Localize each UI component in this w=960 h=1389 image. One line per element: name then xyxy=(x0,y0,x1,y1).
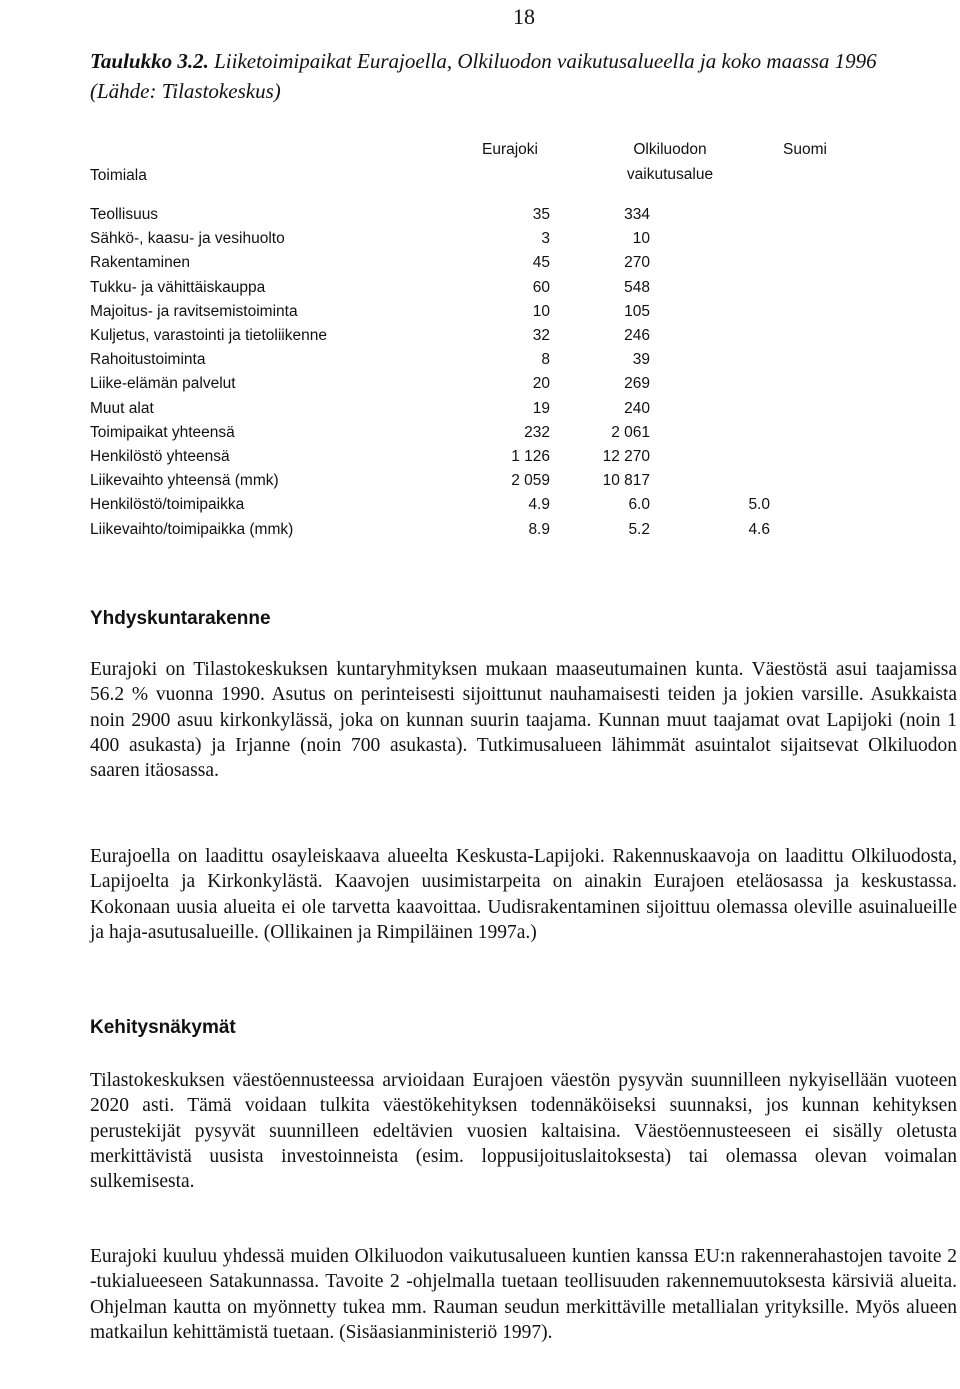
table-row-label: Tukku- ja vähittäiskauppa xyxy=(90,278,266,296)
table-cell: 2 061 xyxy=(611,423,650,441)
table-cell: 232 xyxy=(524,423,550,441)
table-row-label: Rahoitustoiminta xyxy=(90,351,206,369)
table-cell: 5.0 xyxy=(748,496,770,514)
table-cell: 10 xyxy=(532,302,550,320)
stats-table xyxy=(90,140,850,550)
table-row-label: Kuljetus, varastointi ja tietoliikenne xyxy=(90,327,327,344)
caption-label: Taulukko 3.2. xyxy=(90,49,209,73)
section-heading: Kehitysnäkymät xyxy=(90,1017,236,1038)
paragraph: Eurajoki on Tilastokeskuksen kuntaryhmityksen mukaan maaseutumainen kunta. Väestöstä asui taajamissa 56.2 % vuonna 1990. Asutus on perinteisesti sijoittunut nauhamaisesti teiden ja jokien varsille. Asukkaista noin 2900 asuu kirkonkylässä, joka on kunnan suurin taajama. Kunnan muut taajamat ovat Lapijoki (noin 1 400 asukasta) ja Irjanne (noin 700 asukasta). Tutkimusalueen lähimmät asuintalot sijaitsevat Olkiluodon saaren itäosassa. xyxy=(90,659,957,782)
table-cell: 8 xyxy=(541,351,550,369)
table-cell: 60 xyxy=(532,278,550,296)
paragraph: Tilastokeskuksen väestöennusteessa arvioidaan Eurajoen väestön pysyvän suunnilleen nykyisellään vuoteen 2020 asti. Tämä voidaan tulkita väestökehityksen todennäköiseksi suunnaksi, jos kunnan kehityksen perustekijät pysyvät suunnilleen edeltävien vuosien kaltaisina. Väestöennusteeseen ei sisälly oletusta merkittävistä uusista investoinneista (esim. loppusijoituslaitoksesta) tai olemassa olevan voimalan sulkemisesta. xyxy=(90,1070,957,1193)
table-cell: 19 xyxy=(532,399,550,417)
table-row-label: Sähkö-, kaasu- ja vesihuolto xyxy=(90,230,285,248)
table-cell: 240 xyxy=(624,399,650,417)
table-cell: 20 xyxy=(532,375,550,393)
table-cell: 10 817 xyxy=(602,472,650,490)
table-cell: 39 xyxy=(632,351,650,369)
table-cell: 246 xyxy=(624,327,650,344)
caption-text: Liiketoimipaikat Eurajoella, Olkiluodon vaikutusalueella ja koko maassa 1996 (Lähde: Tilastokeskus) xyxy=(90,49,877,103)
table-cell: 10 xyxy=(632,230,650,248)
row-header-label: Toimiala xyxy=(90,167,147,184)
table-cell: 8.9 xyxy=(528,520,550,538)
table-cell: 270 xyxy=(624,254,650,272)
table-row-label: Muut alat xyxy=(90,399,154,417)
table-cell: 12 270 xyxy=(602,448,650,465)
table-row-label: Toimipaikat yhteensä xyxy=(90,423,235,441)
table-cell: 3 xyxy=(541,230,550,248)
table-cell: 32 xyxy=(532,327,550,344)
col-header-olkiluodon: Olkiluodon xyxy=(633,141,707,158)
table-cell: 4.9 xyxy=(528,496,550,514)
table-row-label: Liikevaihto yhteensä (mmk) xyxy=(90,472,279,490)
table-cell: 105 xyxy=(624,302,650,320)
col-header-suomi: Suomi xyxy=(783,141,827,158)
table-cell: 334 xyxy=(624,206,650,223)
table-row-label: Liikevaihto/toimipaikka (mmk) xyxy=(90,520,294,538)
table-row-label: Rakentaminen xyxy=(90,254,190,272)
table-caption xyxy=(90,46,930,106)
table-row-label: Henkilöstö yhteensä xyxy=(90,448,230,465)
table-cell: 269 xyxy=(624,375,650,393)
section-heading: Yhdyskuntarakenne xyxy=(90,608,271,629)
paragraph: Eurajoki kuuluu yhdessä muiden Olkiluodon vaikutusalueen kuntien kanssa EU:n rakennerahastojen tavoite 2 -tukialueeseen Satakunnassa. Tavoite 2 -ohjelmalla tuetaan teollisuuden rakennemuutoksesta kärsiviä alueita. Ohjelman kautta on myönnetty tukea mm. Rauman seudun merkittäville metallialan yrityksille. Myös alueen matkailun kehittämistä tuetaan. (Sisäasianministeriö 1997). xyxy=(90,1246,957,1343)
table-row-label: Majoitus- ja ravitsemistoiminta xyxy=(90,302,298,320)
paragraph: Eurajoella on laadittu osayleiskaava alueelta Keskusta-Lapijoki. Rakennuskaavoja on laadittu Olkiluodosta, Lapijoelta ja Kirkonkylästä. Kaavojen uusimistarpeita on ainakin Eurajoen eteläosassa ja keskustassa. Kokonaan uusia alueita ei ole tarvetta kaavoittaa. Uudisrakentaminen sijoittuu olemassa oleville asuinalueille ja haja-asutusalueille. (Ollikainen ja Rimpiläinen 1997a.) xyxy=(90,846,957,943)
col-header-olkiluodon-sub: vaikutusalue xyxy=(626,166,714,183)
table-row-label: Henkilöstö/toimipaikka xyxy=(90,496,245,514)
table-cell: 548 xyxy=(624,278,650,296)
table-cell: 6.0 xyxy=(628,496,650,514)
table-cell: 45 xyxy=(532,254,550,272)
page-number: 18 xyxy=(513,4,535,29)
table-cell: 2 059 xyxy=(511,472,550,490)
col-header-eurajoki: Eurajoki xyxy=(482,141,538,158)
table-cell: 35 xyxy=(532,206,550,223)
table-row-label: Liike-elämän palvelut xyxy=(90,375,236,393)
table-row-label: Teollisuus xyxy=(90,206,159,223)
table-cell: 1 126 xyxy=(511,448,550,465)
table-cell: 4.6 xyxy=(748,520,770,538)
table-cell: 5.2 xyxy=(628,520,650,538)
